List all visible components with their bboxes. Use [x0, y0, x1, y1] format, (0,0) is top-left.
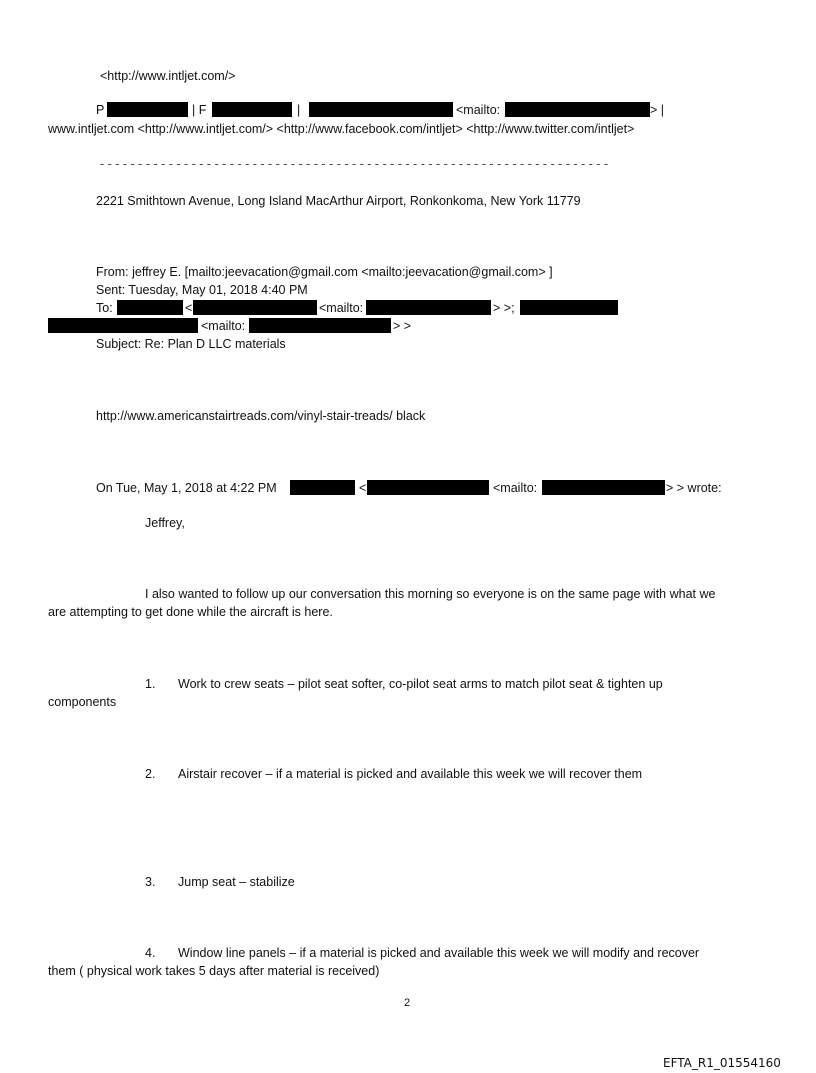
redaction-box	[48, 318, 198, 333]
redaction-box	[366, 300, 491, 315]
separator-line: - - - - - - - - - - - - - - - - - - - - - - - - - - - - - - - - - - - - - - - - - - - - - - - - - - - - - - - - - - - - - - - - - - -	[100, 157, 609, 171]
website-link: <http://www.intljet.com/>	[100, 69, 236, 83]
list-item-number: 2.	[145, 767, 156, 781]
quoted-wrote: > > wrote:	[666, 481, 722, 495]
list-item-text: them ( physical work takes 5 days after material is received)	[48, 964, 380, 978]
quoted-intro: On Tue, May 1, 2018 at 4:22 PM	[96, 481, 277, 495]
paragraph-line: I also wanted to follow up our conversation this morning so everyone is on the same page with what we	[145, 587, 716, 601]
email-sent: Sent: Tuesday, May 01, 2018 4:40 PM	[96, 283, 308, 297]
mailto-close: > >;	[493, 301, 515, 315]
list-item-text: Work to crew seats – pilot seat softer, co-pilot seat arms to match pilot seat & tighten up	[178, 677, 663, 691]
email-from: From: jeffrey E. [mailto:jeevacation@gmail.com <mailto:jeevacation@gmail.com> ]	[96, 265, 553, 279]
redaction-box	[107, 102, 188, 117]
mailto-open: <mailto:	[456, 103, 501, 117]
page-number: 2	[404, 997, 411, 1009]
redaction-box	[542, 480, 665, 495]
redaction-box	[290, 480, 355, 495]
fax-prefix: | F	[192, 103, 207, 117]
list-item-text: components	[48, 695, 117, 709]
mailto-close: > >	[393, 319, 412, 333]
company-address: 2221 Smithtown Avenue, Long Island MacArthur Airport, Ronkonkoma, New York 11779	[96, 194, 581, 208]
document-id: EFTA_R1_01554160	[663, 1056, 781, 1070]
angle-open: <	[185, 301, 193, 315]
redaction-box	[367, 480, 489, 495]
list-item-text: Jump seat – stabilize	[178, 875, 295, 889]
mailto-close: > |	[650, 103, 665, 117]
list-item-text: Window line panels – if a material is picked and available this week we will modify and recover	[178, 946, 700, 960]
mailto-label: <mailto:	[201, 319, 246, 333]
redaction-box	[309, 102, 453, 117]
email-subject: Subject: Re: Plan D LLC materials	[96, 337, 286, 351]
redaction-box	[505, 102, 650, 117]
redaction-box	[249, 318, 391, 333]
pipe-separator: |	[297, 103, 301, 117]
mailto-label: <mailto:	[493, 481, 538, 495]
paragraph-line: are attempting to get done while the aircraft is here.	[48, 605, 333, 619]
redaction-box	[193, 300, 317, 315]
redaction-box	[117, 300, 183, 315]
redaction-box	[212, 102, 292, 117]
redaction-box	[520, 300, 618, 315]
email-to-label: To:	[96, 301, 113, 315]
list-item-text: Airstair recover – if a material is picked and available this week we will recover them	[178, 767, 643, 781]
list-item-number: 1.	[145, 677, 156, 691]
reply-body-link: http://www.americanstairtreads.com/vinyl-stair-treads/ black	[96, 409, 426, 423]
angle-open: <	[359, 481, 367, 495]
phone-prefix: P	[96, 103, 105, 117]
social-links-line: www.intljet.com <http://www.intljet.com/> <http://www.facebook.com/intljet> <http://www.twitter.com/intljet>	[48, 122, 635, 136]
list-item-number: 4.	[145, 946, 156, 960]
list-item-number: 3.	[145, 875, 156, 889]
mailto-label: <mailto:	[319, 301, 364, 315]
greeting: Jeffrey,	[145, 516, 185, 530]
